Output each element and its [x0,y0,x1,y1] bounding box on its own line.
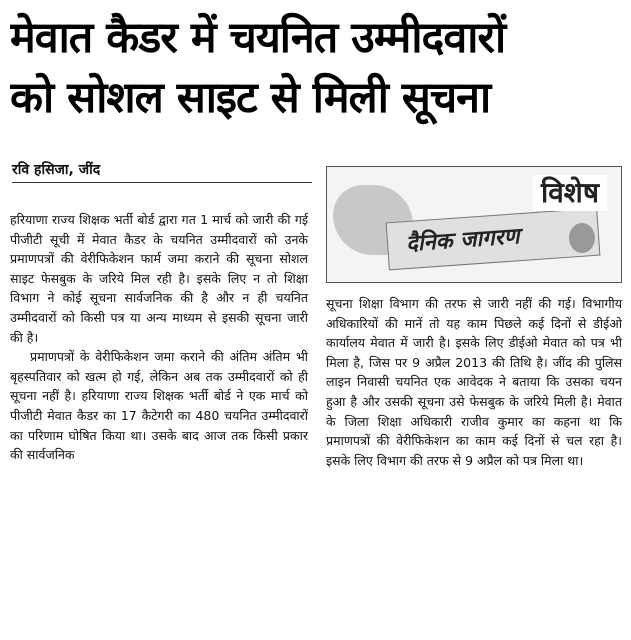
paragraph-1: हरियाणा राज्य शिक्षक भर्ती बोर्ड द्वारा गत 1 मार्च को जारी की गई पीजीटी सूची में मेवात कैडर के चयनित उम्मीदवारों को उनके प्रमाणपत्रों की वेरीफिकेशन फार्म जमा कराने की सूचना सोशल साइट फेसबुक के जरिये मिल रही है। इसके लिए न तो शिक्षा विभाग ने कोई सूचना सार्वजनिक की है और न ही चयनित उम्मीदवारों को किसी पत्र या अन्य माध्यम से इसकी सूचना जारी की है। [10,212,308,345]
article-right-column [326,294,622,470]
face-illustration [569,223,595,253]
masthead-text: दैनिक जागरण [405,224,521,258]
special-badge-image [326,166,622,283]
headline-line-2: को सोशल साइट से मिली सूचना [10,73,491,123]
paragraph-3: सूचना शिक्षा विभाग की तरफ से जारी नहीं की गई। विभागीय अधिकारियों की मानें तो यह काम पिछले कई दिनों से डीईओ कार्यालय मेवात में जारी है। इसके लिए डीईओ मेवात को पत्र भी मिला है, जिस पर 9 अप्रैल 2013 की तिथि है। जींद की पुलिस लाइन निवासी चयनित एक आवेदक ने बताया कि उसका चयन हुआ है और उसकी सूचना उसे फेसबुक के जरिये मिली है। मेवात के जिला शिक्षा अधिकारी राजीव कुमार का कहना था कि प्रमाणपत्रों की वेरीफिकेशन का काम कई दिनों से चल रहा है। इसके लिए विभाग की तरफ से 9 अप्रैल को पत्र मिला था। [326,296,622,468]
special-label: विशेष [533,175,607,211]
headline [10,8,622,128]
headline-line-1: मेवात कैडर में चयनित उम्मीदवारों [10,13,506,63]
paragraph-2: प्रमाणपत्रों के वेरीफिकेशन जमा कराने की अंतिम अंतिम भी बृहस्पतिवार को खत्म हो गई, लेकिन अब तक उम्मीदवारों को ही सूचना नहीं है। हरियाणा राज्य शिक्षक भर्ती बोर्ड ने एक मार्च को पीजीटी मेवात कैडर का 17 कैटेगरी का 480 चयनित उम्मीदवारों का परिणाम घोषित किया था। उसके बाद आज तक किसी प्रकार की सार्वजनिक [10,349,308,463]
article-left-column [10,210,308,465]
byline: रवि हसिजा, जींद [12,160,312,183]
